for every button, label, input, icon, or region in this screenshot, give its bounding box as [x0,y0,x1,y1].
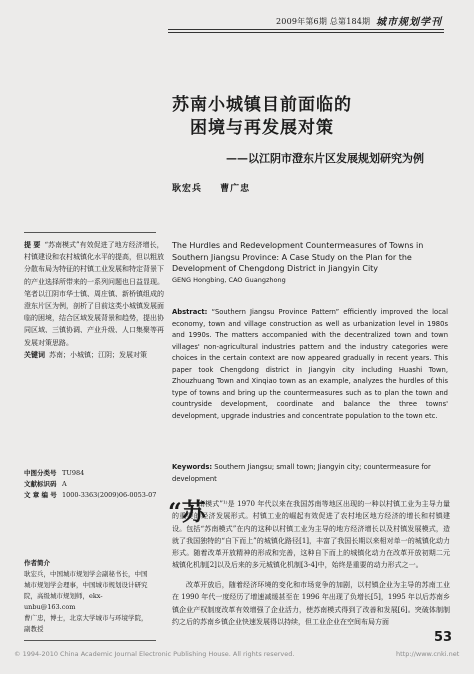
header-rule-thin [168,32,444,33]
drop-cap: “苏 [168,497,206,526]
abstract-label: Abstract: [172,308,208,316]
keywords-text: 苏南；小城镇；江阴；发展对策 [49,350,147,359]
english-authors: GENG Hongbing, CAO Guangzhong [172,276,286,284]
article-title-line1: 苏南小城镇目前面临的 [172,95,352,115]
abstract-text: “Southern Jiangsu Province Pattern” efficiently improved the local economy, town and village construction as well as urbanization level in 1980s and 1990s. The matters accompanied with the decentralized town and town villages' non-agricultural industries pattern and the industry categories were choices in the certain context are now appeared gradually in recent years. This paper took Chengdong district in Jiangyin city including Huashi Town, Zhouzhuang Town and Xinqiao town as an example, analyzes the hurdles of this type of towns and bring up the countermeasures such as to plan the town and countryside development, coordinate and balance the three towns' development, upgrade industries and concentrate population to the town etc. [172,308,448,420]
classification-row: 文 章 编 号 1000-3363(2009)06-0053-07 [24,491,157,499]
body-paragraph: 南模式”¹⁾是 1970 年代以来在我国苏南等地区出现的一种以村镇工业为主导力量的重要的经济发展形式。村镇工业的崛起有效促进了农村地区地方经济的增长和村镇建设。包括“苏南模式”在内的这种以村镇工业为主导的地方经济增长以及村镇发展模式，造就了我国独特的“自下而上”的城镇化路径[1]，丰富了我国长期以来相对单一的城镇化动力形式。随着改革开放精神的形成和完善，这种自下而上的城镇化动力在改革开放初期二元城镇化机制[2]以及后来的多元城镇化机制[3-4]中，始终是重要的动力形式之一。 [172,500,450,570]
classification-row: 文献标识码 A [24,480,67,488]
english-keywords [172,462,448,485]
keywords-text: Southern Jiangsu; small town; Jiangyin city; countermeasure for development [172,463,431,483]
copyright-footer: © 1994-2010 China Academic Journal Electronic Publishing House. All rights reserved. [14,650,295,658]
author-line [172,181,250,194]
keywords-label: Keywords: [172,463,213,471]
keywords-label: 关键词 [24,349,45,359]
header-rule [168,29,444,30]
article-subtitle: ——以江阴市澄东片区发展规划研究为例 [226,152,424,165]
english-title: The Hurdles and Redevelopment Countermeasures of Towns in Southern Jiangsu Province: A Case Study on the Plan for the Development of Chengdong District in Jiangyin City [172,241,424,273]
author-info-text: 曹广忠，博士，北京大学城市与环境学院，副教授 [24,614,148,633]
author-name: 耿宏兵 [172,184,203,194]
author-name: 曹广忠 [220,184,251,194]
chinese-abstract [24,239,164,361]
english-abstract [172,307,448,422]
left-column-rule [24,232,156,233]
issue-info: 2009年第6期 总第184期 [276,17,371,26]
classification-row: 中图分类号 TU984 [24,469,85,477]
article-title-line2: 困境与再发展对策 [190,118,334,138]
abstract-text: “苏南模式”有效促进了地方经济增长，村镇建设和农村城镇化水平的提高，但以粗放分散布局为特征的村镇工业发展和特定背景下的产业选择所带来的一系列问题也日益显现。笔者以江阴市华士镇、周庄镇、新桥镇组成的澄东片区为例，剖析了目前这类小城镇发展面临的困境，结合区域发展背景和趋势，提出协同区域、三镇协调、产业升级、人口集聚等再发展对策思路。 [24,241,164,347]
author-info-label: 作者简介 [24,559,50,567]
page-number: 53 [434,630,453,645]
author-info [24,558,152,635]
classification-block [24,468,156,501]
left-column-rule [24,640,156,641]
chinese-keywords [24,349,164,361]
body-paragraph: 改革开放后，随着经济环境的变化和市场竞争的加剧，以村镇企业为主导的苏南工业在 1990 年代一度经历了增速减缓甚至在 1996 年出现了负增长[5]，1995 年以后苏南乡镇企业产权制度改革有效增强了企业活力，使苏南模式得到了改善和发展[6]。突破体制制约之后的苏南乡镇企业快速发展得以持续，但工业企业在空间布局方面 [172,581,450,626]
abstract-label: 提 要 [24,240,41,249]
journal-name: 城市规划学刊 [376,17,442,28]
author-info-text: 耿宏兵，中国城市规划学会副秘书长，中国城市规划学会理事，中国城市规划设计研究院，高级城市规划师，ekx-unbu@163.com [24,570,148,611]
footer-url: http://www.cnki.net [396,650,460,658]
